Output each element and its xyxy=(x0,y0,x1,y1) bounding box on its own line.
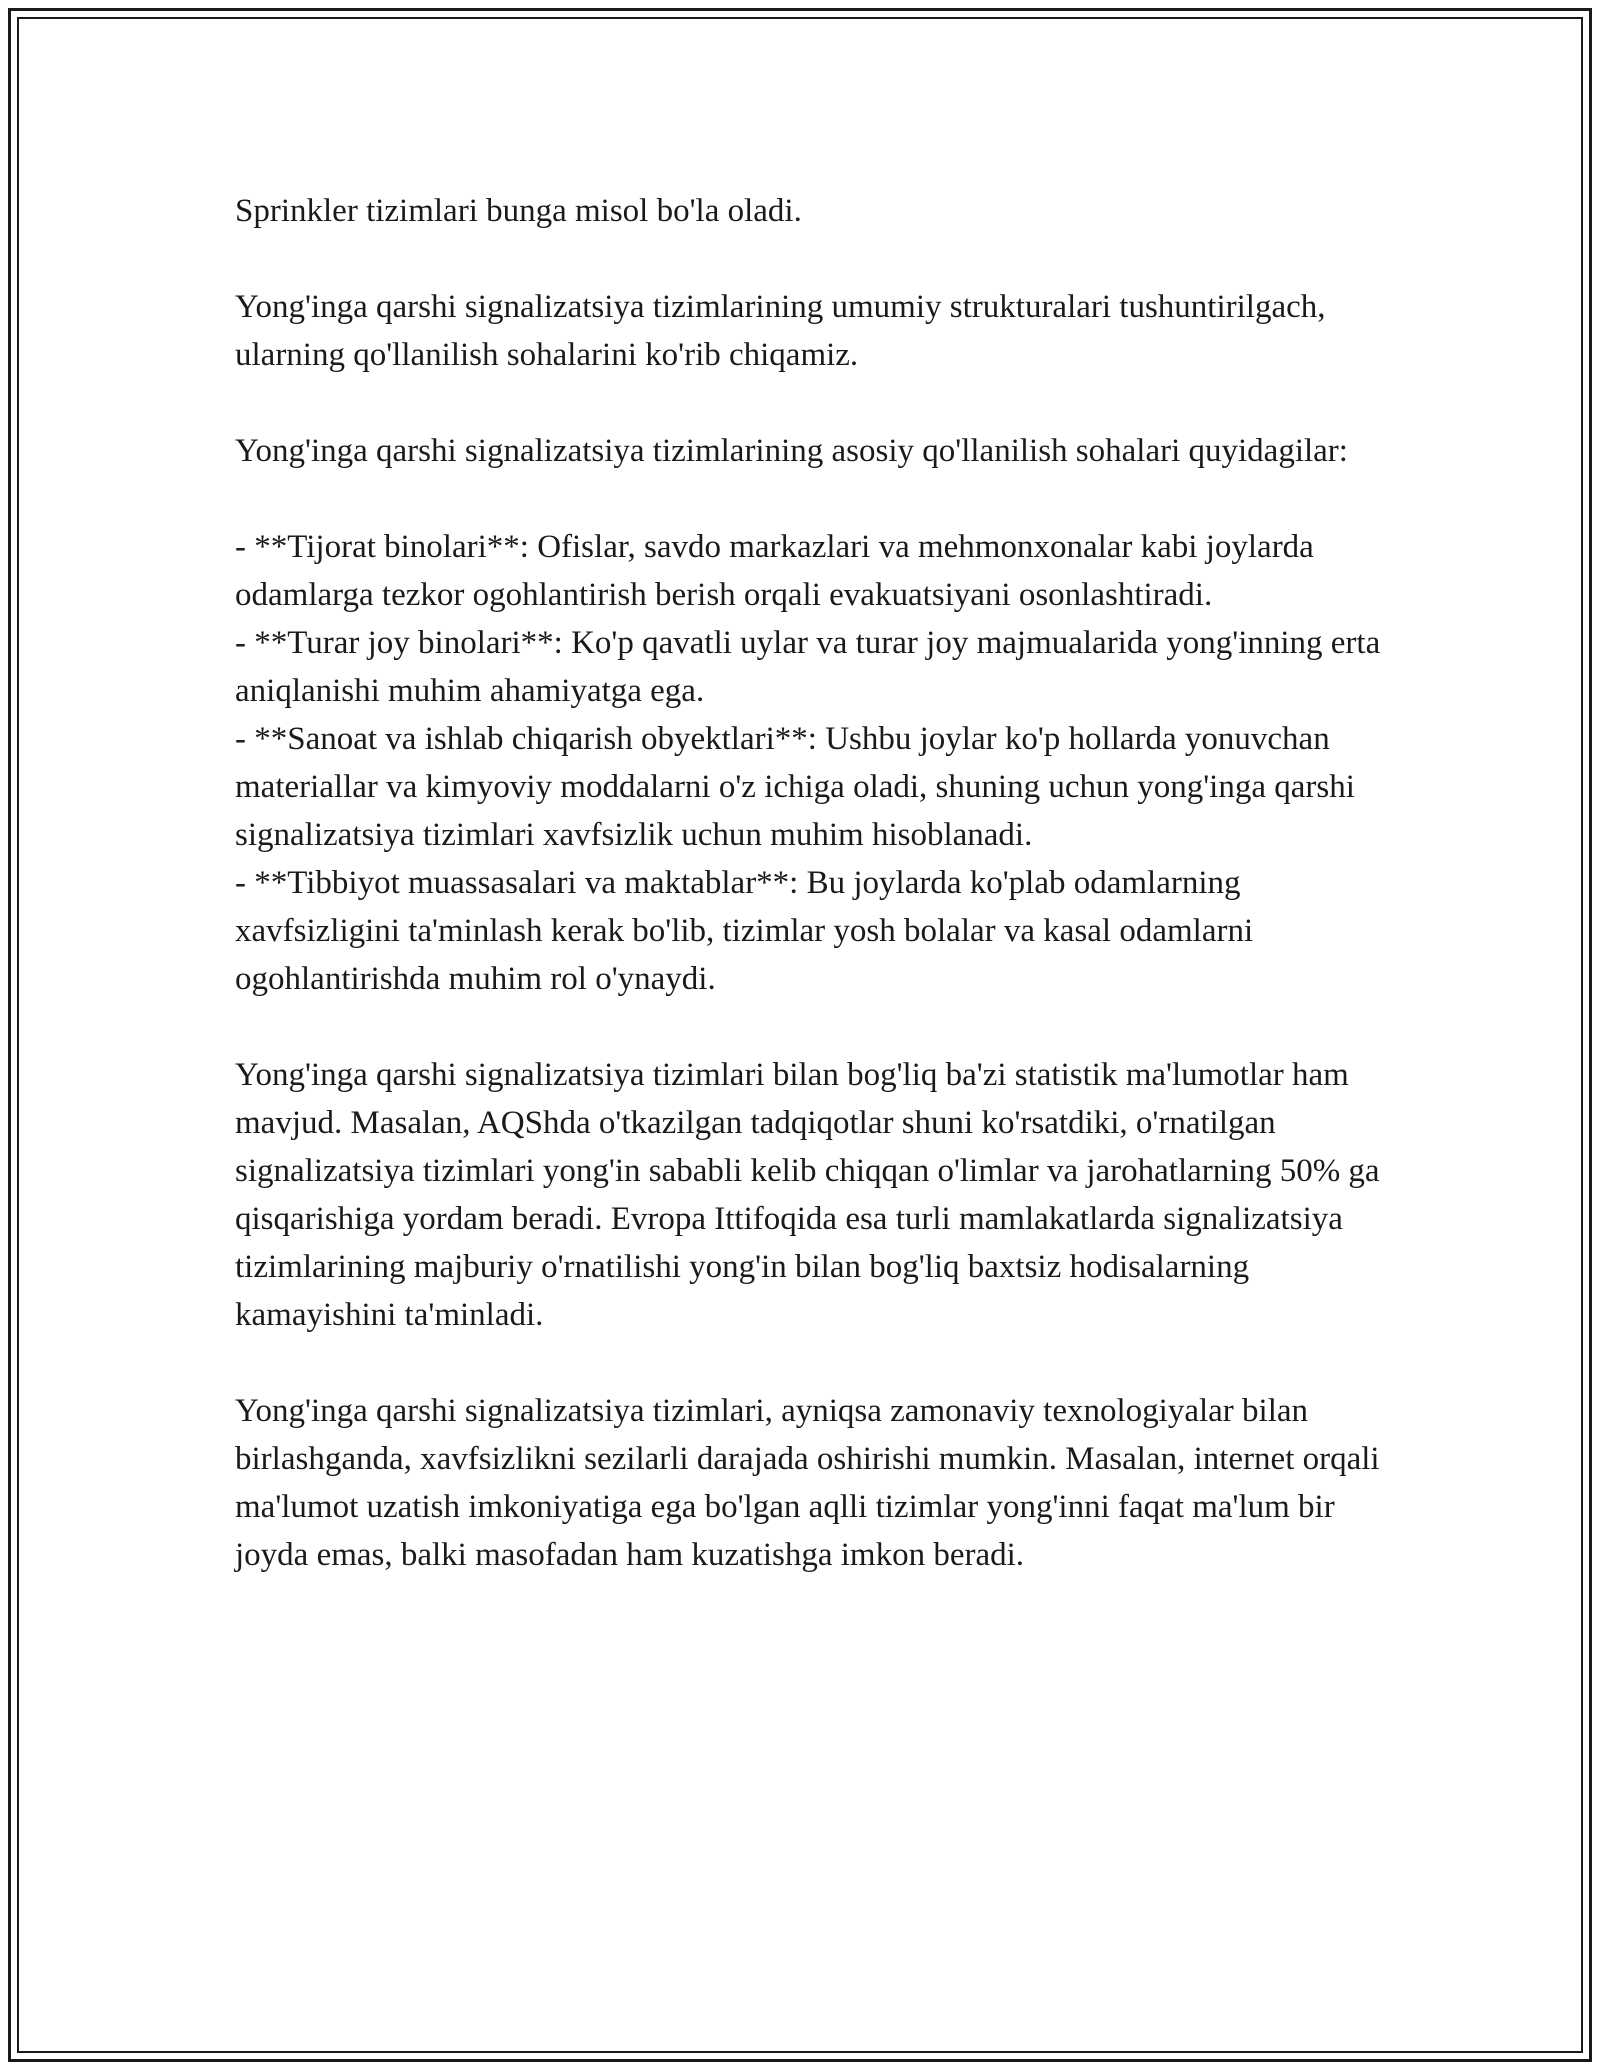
list-item-commercial-buildings: - **Tijorat binolari**: Ofislar, savdo markazlari va mehmonxonalar kabi joylarda odamlarga tezkor ogohlantirish berish orqali evakuatsiyani osonlashtiradi. xyxy=(235,529,1314,613)
list-item-residential-buildings: - **Turar joy binolari**: Ko'p qavatli uylar va turar joy majmualarida yong'inning erta aniqlanishi muhim ahamiyatga ega. xyxy=(235,625,1381,709)
application-areas-list xyxy=(235,523,1385,1003)
document-body xyxy=(235,187,1385,1627)
paragraph-application-areas: Yong'inga qarshi signalizatsiya tizimlarining asosiy qo'llanilish sohalari quyidagilar: xyxy=(235,433,1348,469)
paragraph-statistics: Yong'inga qarshi signalizatsiya tizimlari bilan bog'liq ba'zi statistik ma'lumotlar ham mavjud. Masalan, AQShda o'tkazilgan tadqiqotlar shuni ko'rsatdiki, o'rnatilgan signalizatsiya tizimlari yong'in sababli kelib chiqqan o'limlar va jarohatlarning 50% ga qisqarishiga yordam beradi. Evropa Ittifoqida esa turli mamlakatlarda signalizatsiya tizimlarining majburiy o'rnatilishi yong'in bilan bog'liq baxtsiz hodisalarning kamayishini ta'minladi. xyxy=(235,1057,1380,1333)
list-item-industrial-facilities: - **Sanoat va ishlab chiqarish obyektlari**: Ushbu joylar ko'p hollarda yonuvchan materiallar va kimyoviy moddalarni o'z ichiga oladi, shuning uchun yong'inga qarshi signalizatsiya tizimlari xavfsizlik uchun muhim hisoblanadi. xyxy=(235,721,1355,853)
paragraph-modern-technologies: Yong'inga qarshi signalizatsiya tizimlari, ayniqsa zamonaviy texnologiyalar bilan birlashganda, xavfsizlikni sezilarli darajada oshirishi mumkin. Masalan, internet orqali ma'lumot uzatish imkoniyatiga ega bo'lgan aqlli tizimlar yong'inni faqat ma'lum bir joyda emas, balki masofadan ham kuzatishga imkon beradi. xyxy=(235,1393,1380,1573)
paragraph-structures: Yong'inga qarshi signalizatsiya tizimlarining umumiy strukturalari tushuntirilgach, ularning qo'llanilish sohalarini ko'rib chiqamiz. xyxy=(235,289,1326,373)
paragraph-intro: Sprinkler tizimlari bunga misol bo'la oladi. xyxy=(235,193,802,229)
list-item-medical-schools: - **Tibbiyot muassasalari va maktablar**: Bu joylarda ko'plab odamlarning xavfsizligini ta'minlash kerak bo'lib, tizimlar yosh bolalar va kasal odamlarni ogohlantirishda muhim rol o'ynaydi. xyxy=(235,865,1254,997)
